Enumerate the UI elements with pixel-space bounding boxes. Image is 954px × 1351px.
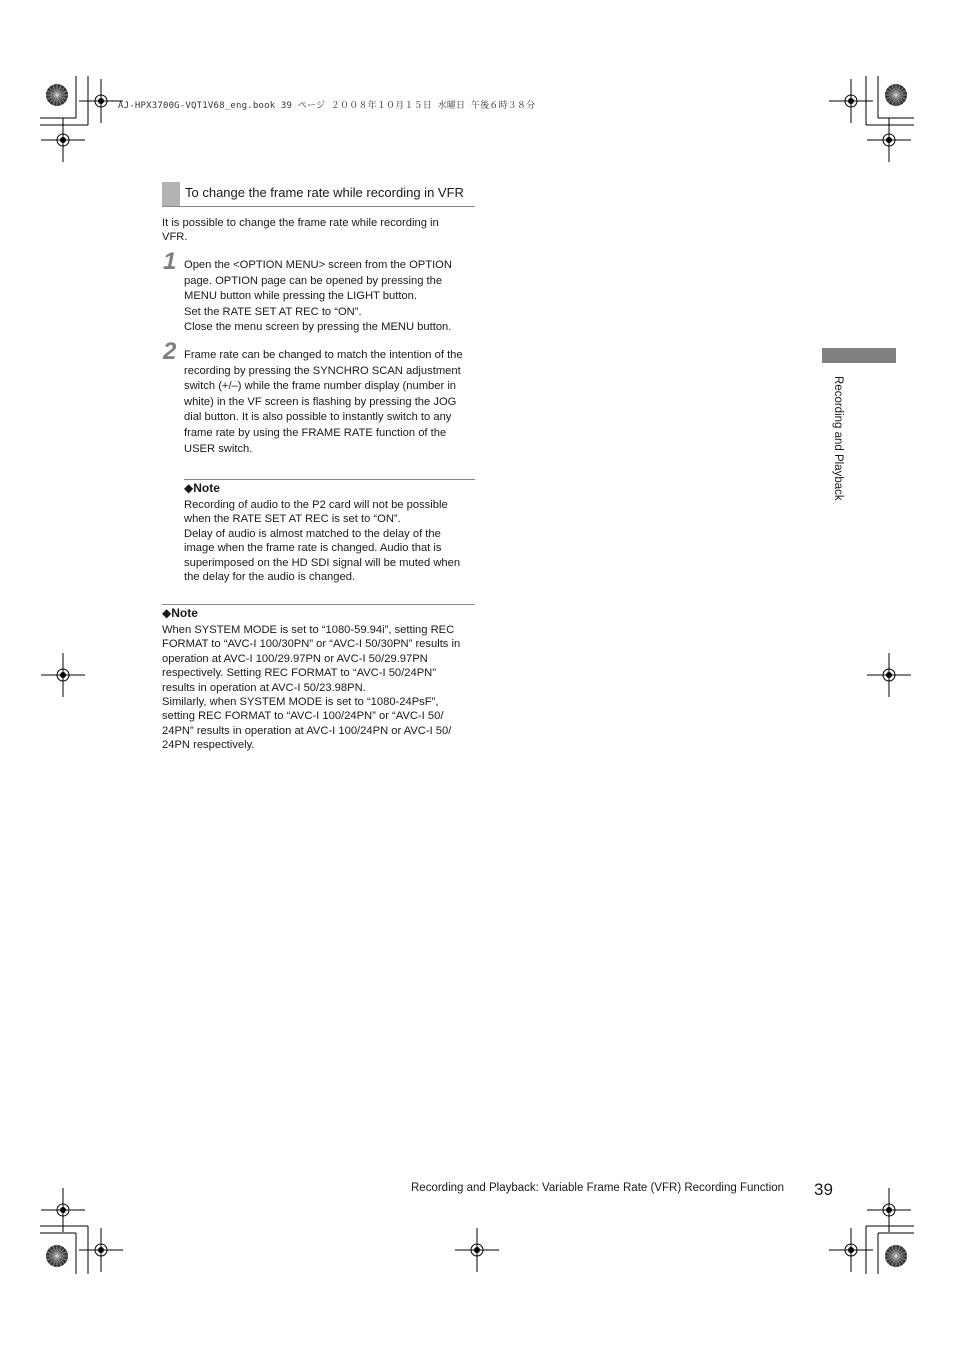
step-line: Set the RATE SET AT REC to “ON”.	[184, 305, 362, 318]
note-line: setting REC FORMAT to “AVC-I 100/24PN” or “AVC-I 50/	[162, 710, 444, 723]
note-line: image when the frame rate is changed. Audio that is	[184, 542, 442, 555]
note-line: When SYSTEM MODE is set to “1080-59.94i”, setting REC	[162, 624, 455, 636]
step-line: dial button. It is also possible to instantly switch to any	[184, 411, 452, 424]
note-line: when the RATE SET AT REC is set to “ON”.	[184, 513, 401, 526]
print-header: AJ-HPX3700G-VQT1V68_eng.book 39 ページ ２００８年１０月１５日 水曜日 午後６時３８分	[118, 101, 536, 111]
note-line: Similarly, when SYSTEM MODE is set to “1080-24PsF”,	[162, 696, 439, 709]
note-line: respectively. Setting REC FORMAT to “AVC-I 50/24PN”	[162, 667, 436, 680]
step-line: MENU button while pressing the LIGHT button.	[184, 290, 417, 303]
step-line: Close the menu screen by pressing the MENU button.	[184, 321, 452, 334]
section-heading-bar	[162, 182, 180, 206]
step-line: Open the <OPTION MENU> screen from the OPTION	[184, 259, 452, 271]
note-line: operation at AVC-I 100/29.97PN or AVC-I 50/29.97PN	[162, 652, 428, 665]
note-divider	[184, 479, 475, 480]
step-2-number: 2	[163, 338, 177, 365]
note-line: 24PN” results in operation at AVC-I 100/24PN or AVC-I 50/	[162, 724, 452, 737]
note-body	[162, 623, 482, 753]
page-number: 39	[814, 1180, 833, 1199]
section-title: To change the frame rate while recording in VFR	[185, 185, 464, 200]
step-line: recording by pressing the SYNCHRO SCAN adjustment	[184, 364, 461, 377]
note-body	[184, 498, 484, 584]
step-2-text	[184, 348, 484, 457]
note-line: Recording of audio to the P2 card will not be possible	[184, 499, 448, 511]
chapter-tab	[822, 348, 896, 363]
intro-paragraph	[162, 216, 482, 245]
step-line: frame rate by using the FRAME RATE function of the	[184, 426, 447, 439]
step-line: page. OPTION page can be opened by pressing the	[184, 274, 443, 287]
note-line: FORMAT to “AVC-I 100/30PN” or “AVC-I 50/30PN” results in	[162, 638, 461, 651]
note-line: Delay of audio is almost matched to the delay of the	[184, 527, 441, 540]
step-line: USER switch.	[184, 442, 253, 455]
note-heading: ◆Note	[184, 481, 220, 495]
note-line: superimposed on the HD SDI signal will be muted when	[184, 556, 461, 569]
note-line: results in operation at AVC-I 50/23.98PN.	[162, 681, 366, 694]
step-line: Frame rate can be changed to match the intention of the	[184, 349, 463, 361]
intro-line: It is possible to change the frame rate while recording in	[162, 217, 439, 229]
note-divider	[162, 604, 475, 605]
section-heading	[162, 182, 475, 207]
note-line: the delay for the audio is changed.	[184, 571, 356, 584]
step-line: switch (+/–) while the frame number display (number in	[184, 380, 457, 393]
step-line: white) in the VF screen is flashing by pressing the JOG	[184, 395, 457, 408]
chapter-side-label: Recording and Playback	[832, 376, 844, 501]
note-heading: ◆Note	[162, 606, 198, 620]
note-line: 24PN respectively.	[162, 739, 255, 752]
intro-line: VFR.	[162, 231, 188, 244]
step-1-number: 1	[163, 248, 177, 275]
footer-title: Recording and Playback: Variable Frame Rate (VFR) Recording Function	[411, 1182, 785, 1194]
step-1-text	[184, 258, 484, 336]
